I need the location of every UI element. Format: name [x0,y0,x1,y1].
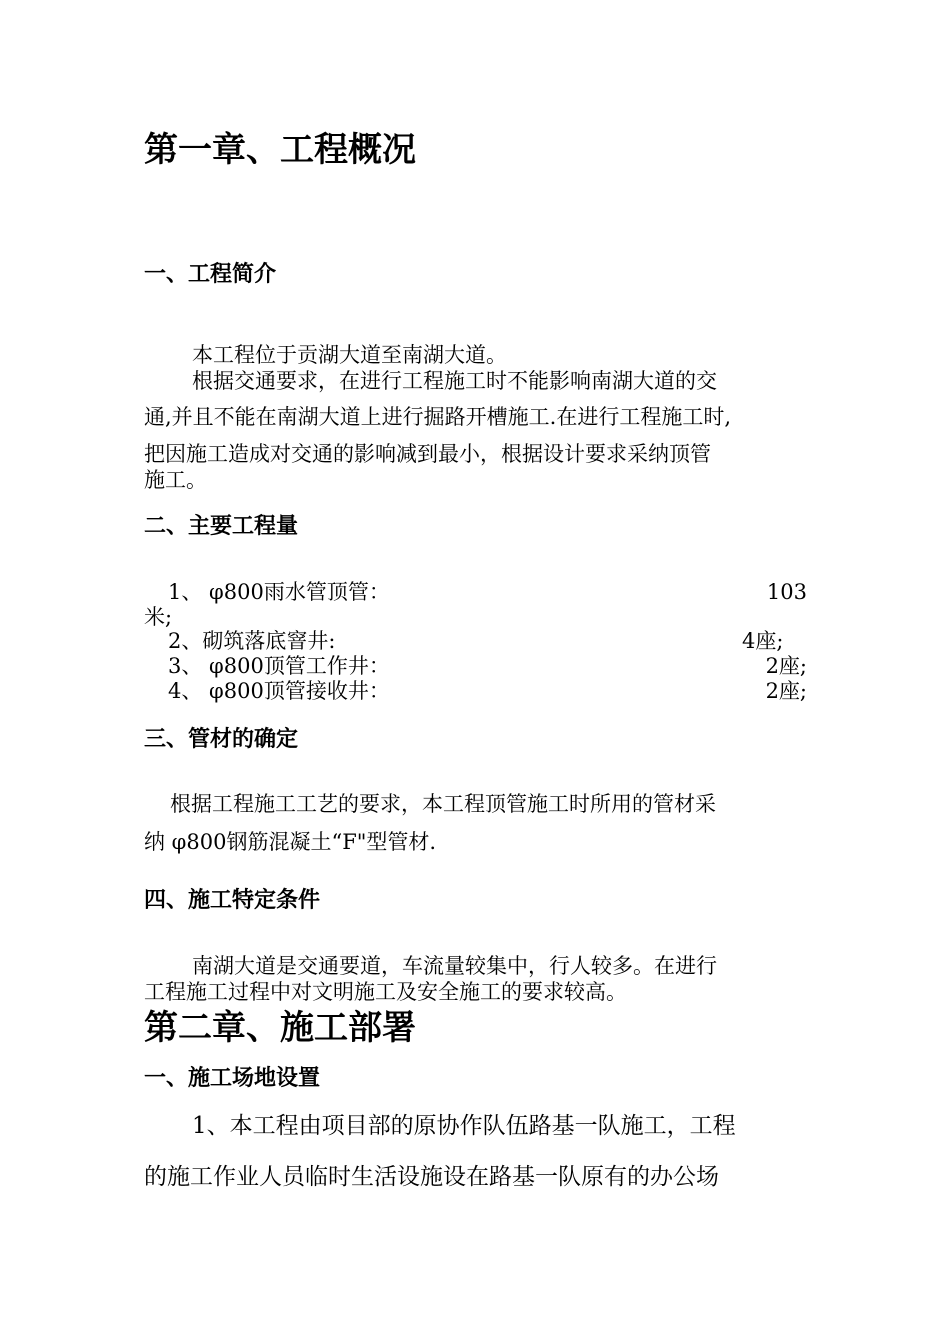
quantity-item-label: 2、砌筑落底窨井: [168,629,336,653]
quantity-item-value: 103 [766,580,807,604]
paragraph-line: 工程施工过程中对文明施工及安全施工的要求较高。 [144,980,627,1004]
chapter-2-title: 第二章、施工部署 [144,1008,416,1048]
quantity-item-value: 2座; [765,654,807,678]
paragraph-line: 南湖大道是交通要道，车流量较集中，行人较多。在进行 [192,954,717,978]
paragraph-line: 的施工作业人员临时生活设施设在路基一队原有的办公场 [144,1164,719,1190]
section-3-heading: 三、管材的确定 [144,727,299,752]
quantity-item-value: 2座; [765,679,807,703]
quantity-item-label: 1、 φ800雨水管顶管： [168,580,390,604]
paragraph-line: 纳 φ800钢筋混凝土“F"型管材. [144,830,437,854]
section-heading: 一、施工场地设置 [144,1066,321,1091]
paragraph-line: 根据交通要求，在进行工程施工时不能影响南湖大道的交 [192,369,717,393]
paragraph-line: 根据工程施工工艺的要求，本工程顶管施工时所用的管材采 [170,792,716,816]
quantity-item-label: 4、 φ800顶管接收井： [168,679,390,703]
quantity-item-label: 3、 φ800顶管工作井： [168,654,390,678]
paragraph-line: 把因施工造成对交通的影响减到最小，根据设计要求采纳顶管 [144,442,711,466]
chapter-1-title: 第一章、工程概况 [144,130,416,170]
paragraph-line: 施工。 [144,468,207,492]
quantity-item-value: 4座; [742,629,784,653]
paragraph-line: 本工程位于贡湖大道至南湖大道。 [192,343,507,367]
section-1-heading: 一、工程简介 [144,262,277,287]
paragraph-line: 1、本工程由项目部的原协作队伍路基一队施工，工程 [192,1113,736,1139]
paragraph-line: 通,并且不能在南湖大道上进行掘路开槽施工.在进行工程施工时, [144,405,732,429]
section-4-heading: 四、施工特定条件 [144,888,321,913]
section-2-heading: 二、主要工程量 [144,514,299,539]
quantity-item-unit: 米; [144,605,173,629]
